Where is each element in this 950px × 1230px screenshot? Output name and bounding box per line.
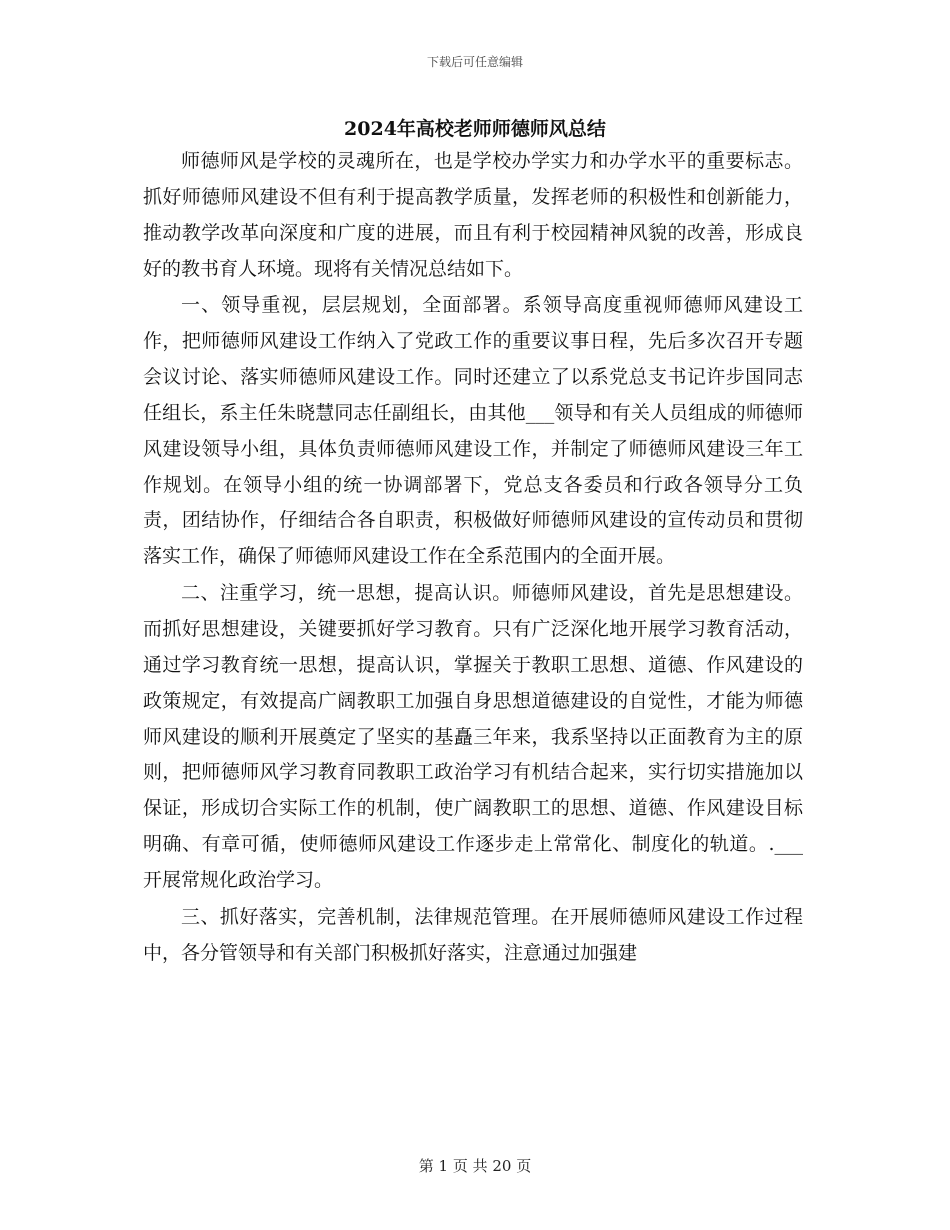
document-body	[143, 144, 803, 971]
paragraph-section-1: 一、领导重视，层层规划，全面部署。系领导高度重视师德师风建设工作，把师德师风建设工作纳入了党政工作的重要议事日程，先后多次召开专题会议讨论、落实师德师风建设工作。同时还建立了以系党总支书记许步国同志任组长，系主任朱晓慧同志任副组长，由其他___领导和有关人员组成的师德师风建设领导小组，具体负责师德师风建设工作，并制定了师德师风建设三年工作规划。在领导小组的统一协调部署下，党总支各委员和行政各领导分工负责，团结协作，仔细结合各自职责，积极做好师德师风建设的宣传动员和贯彻落实工作，确保了师德师风建设工作在全系范围内的全面开展。	[143, 294, 803, 568]
page-header-note: 下载后可任意编辑	[426, 55, 523, 69]
paragraph-section-3: 三、抓好落实，完善机制，法律规范管理。在开展师德师风建设工作过程中，各分管领导和有关部门积极抓好落实，注意通过加强建	[143, 905, 803, 964]
page-footer-number: 第 1 页 共 20 页	[418, 1157, 532, 1175]
document-title: 2024年高校老师师德师风总结	[344, 118, 606, 140]
paragraph-section-2: 二、注重学习，统一思想，提高认识。师德师风建设，首先是思想建设。而抓好思想建设，关键要抓好学习教育。只有广泛深化地开展学习教育活动，通过学习教育统一思想，提高认识，掌握关于教职工思想、道德、作风建设的政策规定，有效提高广阔教职工加强自身思想道德建设的自觉性，才能为师德师风建设的顺利开展奠定了坚实的基矗三年来，我系坚持以正面教育为主的原则，把师德师风学习教育同教职工政治学习有机结合起来，实行切实措施加以保证，形成切合实际工作的机制，使广阔教职工的思想、道德、作风建设目标明确、有章可循，使师德师风建设工作逐步走上常常化、制度化的轨道。.___开展常规化政治学习。	[143, 582, 803, 891]
paragraph-intro: 师德师风是学校的灵魂所在，也是学校办学实力和办学水平的重要标志。抓好师德师风建设不但有利于提高教学质量，发挥老师的积极性和创新能力，推动教学改革向深度和广度的进展，而且有利于校园精神风貌的改善，形成良好的教书育人环境。现将有关情况总结如下。	[143, 150, 803, 280]
